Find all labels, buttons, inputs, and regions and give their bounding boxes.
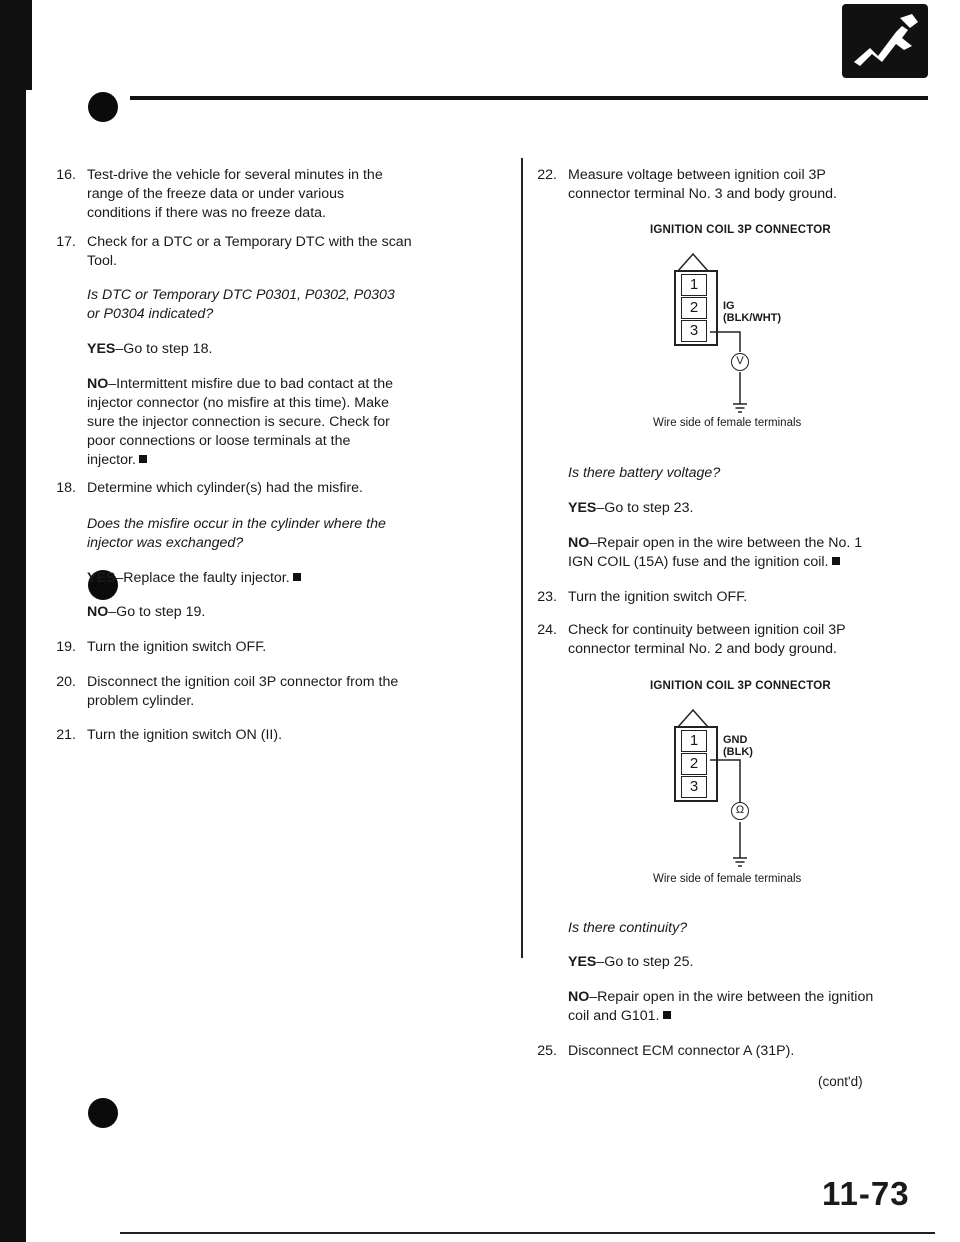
end-mark [663, 1011, 671, 1019]
connector-1-key-triangle [676, 252, 710, 272]
connector-1-test-lead [700, 316, 760, 416]
question-17: Is DTC or Temporary DTC P0301, P0302, P0303 or P0304 indicated? [87, 287, 395, 322]
yes-22: YES–Go to step 23. [568, 500, 694, 516]
connector-1-pin-3: 3 [681, 320, 707, 342]
diagram-1-title: IGNITION COIL 3P CONNECTOR [650, 224, 831, 236]
end-mark [139, 455, 147, 463]
connector-2-pin-2: 2 [681, 753, 707, 775]
end-mark [832, 557, 840, 565]
punch-hole-bottom [88, 1098, 118, 1128]
question-22: Is there battery voltage? [568, 465, 721, 481]
binding-edge [0, 0, 26, 1242]
no-24: NO–Repair open in the wire between the ignition coil and G101. [568, 989, 874, 1024]
diagram-2-caption: Wire side of female terminals [653, 873, 802, 885]
no-17: NO–Intermittent misfire due to bad contact at the injector connector (no misfire at this time). Make sure the injector connection is secure. Check for poor connections or loose terminals at the injector. [87, 376, 393, 468]
column-divider [521, 158, 523, 958]
voltmeter-icon: V [731, 353, 749, 371]
question-18: Does the misfire occur in the cylinder where the injector was exchanged? [87, 516, 386, 551]
connector-2-wire-label: GND (BLK) [723, 734, 753, 758]
yes-24: YES–Go to step 25. [568, 954, 694, 970]
connector-1-pin-2: 2 [681, 297, 707, 319]
section-icon [842, 4, 928, 78]
connector-2-pin-1: 1 [681, 730, 707, 752]
binding-notch [22, 0, 32, 90]
header-rule [130, 96, 928, 100]
no-22: NO–Repair open in the wire between the No. 1 IGN COIL (15A) fuse and the ignition coil. [568, 535, 863, 570]
yes-18: YES–Replace the faulty injector. [87, 569, 301, 588]
yes-17: YES–Go to step 18. [87, 341, 213, 357]
connector-2-pin-3: 3 [681, 776, 707, 798]
ohmmeter-icon: Ω [731, 802, 749, 820]
question-24: Is there continuity? [568, 920, 688, 936]
connector-1-pin-1: 1 [681, 274, 707, 296]
diagram-1-caption: Wire side of female terminals [653, 417, 802, 429]
bottom-rule [120, 1232, 935, 1234]
page-number: 11-73 [822, 1175, 910, 1212]
connector-1-wire-label: IG (BLK/WHT) [723, 300, 782, 324]
end-mark [293, 573, 301, 581]
connector-2-test-lead [700, 746, 760, 876]
diagram-2-title: IGNITION COIL 3P CONNECTOR [650, 680, 831, 692]
connector-2-key-triangle [676, 708, 710, 728]
punch-hole-top [88, 92, 118, 122]
continued-label: (cont'd) [818, 1074, 863, 1089]
no-18: NO–Go to step 19. [87, 604, 206, 620]
